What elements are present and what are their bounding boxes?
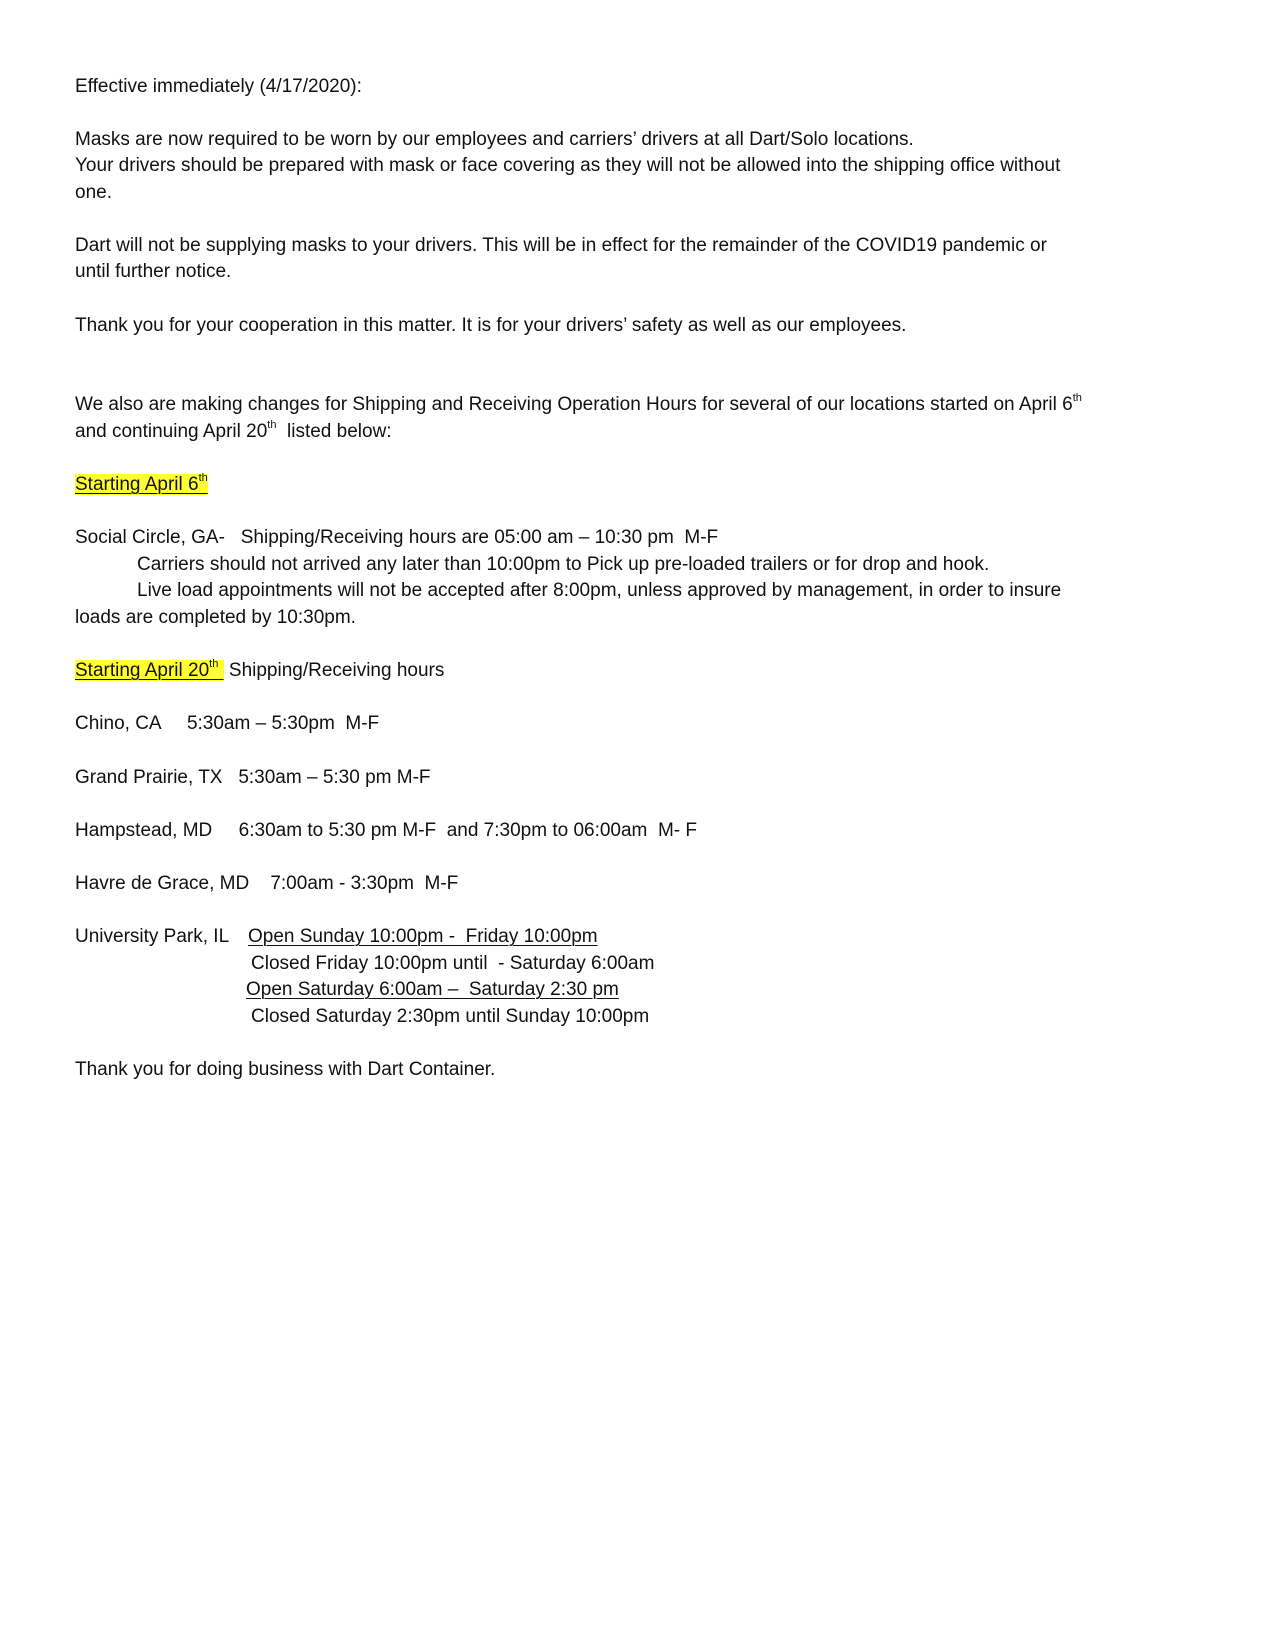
april-20-heading-text: Starting April 20 bbox=[75, 660, 210, 681]
hampstead-hours: Hampstead, MD 6:30am to 5:30 pm M-F and 7:30pm to 06:00am M- F bbox=[75, 820, 697, 841]
university-park-open-1: Open Sunday 10:00pm - Friday 10:00pm bbox=[248, 926, 598, 947]
masks-drivers-line: Your drivers should be prepared with mask or face covering as they will not be allowed into the shipping office without bbox=[75, 155, 1061, 176]
supply-masks-line: Dart will not be supplying masks to your drivers. This will be in effect for the remainder of the COVID19 pandemic or bbox=[75, 235, 1047, 256]
thanks-cooperation-line: Thank you for your cooperation in this matter. It is for your drivers’ safety as well as our employees. bbox=[75, 315, 907, 336]
effective-date-line: Effective immediately (4/17/2020): bbox=[75, 76, 362, 97]
university-park-closed-2: Closed Saturday 2:30pm until Sunday 10:00pm bbox=[251, 1006, 650, 1027]
april-20-heading-tail: Shipping/Receiving hours bbox=[228, 660, 445, 681]
april-6-heading-highlight bbox=[75, 471, 208, 495]
live-load-note: Live load appointments will not be accepted after 8:00pm, unless approved by management, in order to insure bbox=[137, 580, 1062, 601]
supply-masks-line-end: until further notice. bbox=[75, 261, 232, 282]
closing-thanks-line: Thank you for doing business with Dart Container. bbox=[75, 1059, 496, 1080]
changes-line-1-text: We also are making changes for Shipping and Receiving Operation Hours for several of our locations started on April 6 bbox=[75, 394, 1073, 415]
chino-hours: Chino, CA 5:30am – 5:30pm M-F bbox=[75, 713, 380, 734]
april-20-heading-sup: th bbox=[209, 657, 219, 670]
university-park-label: University Park, IL bbox=[75, 926, 230, 947]
masks-required-line: Masks are now required to be worn by our employees and carriers’ drivers at all Dart/Solo locations. bbox=[75, 129, 914, 150]
changes-line-2-sup: th bbox=[267, 418, 277, 431]
grand-prairie-hours: Grand Prairie, TX 5:30am – 5:30 pm M-F bbox=[75, 767, 431, 788]
april-6-heading bbox=[75, 471, 208, 498]
masks-drivers-line-end: one. bbox=[75, 182, 112, 203]
carriers-note: Carriers should not arrived any later than 10:00pm to Pick up pre-loaded trailers or for drop and hook. bbox=[137, 554, 990, 575]
april-6-heading-sup: th bbox=[198, 471, 208, 484]
university-park-open-2: Open Saturday 6:00am – Saturday 2:30 pm bbox=[246, 979, 619, 1000]
april-20-heading bbox=[75, 657, 444, 684]
changes-line-2-tail: listed below: bbox=[276, 421, 392, 442]
social-circle-hours: Social Circle, GA- Shipping/Receiving hours are 05:00 am – 10:30 pm M-F bbox=[75, 527, 719, 548]
changes-line-2 bbox=[75, 418, 392, 445]
changes-line-1-sup: th bbox=[1072, 391, 1082, 404]
havre-de-grace-hours: Havre de Grace, MD 7:00am - 3:30pm M-F bbox=[75, 873, 459, 894]
changes-line-1 bbox=[75, 391, 1082, 418]
april-6-heading-text: Starting April 6 bbox=[75, 474, 199, 495]
university-park-closed-1: Closed Friday 10:00pm until - Saturday 6:00am bbox=[251, 953, 655, 974]
changes-line-2-text: and continuing April 20 bbox=[75, 421, 268, 442]
loads-completed-note: loads are completed by 10:30pm. bbox=[75, 607, 356, 628]
april-20-heading-highlight bbox=[75, 657, 224, 681]
